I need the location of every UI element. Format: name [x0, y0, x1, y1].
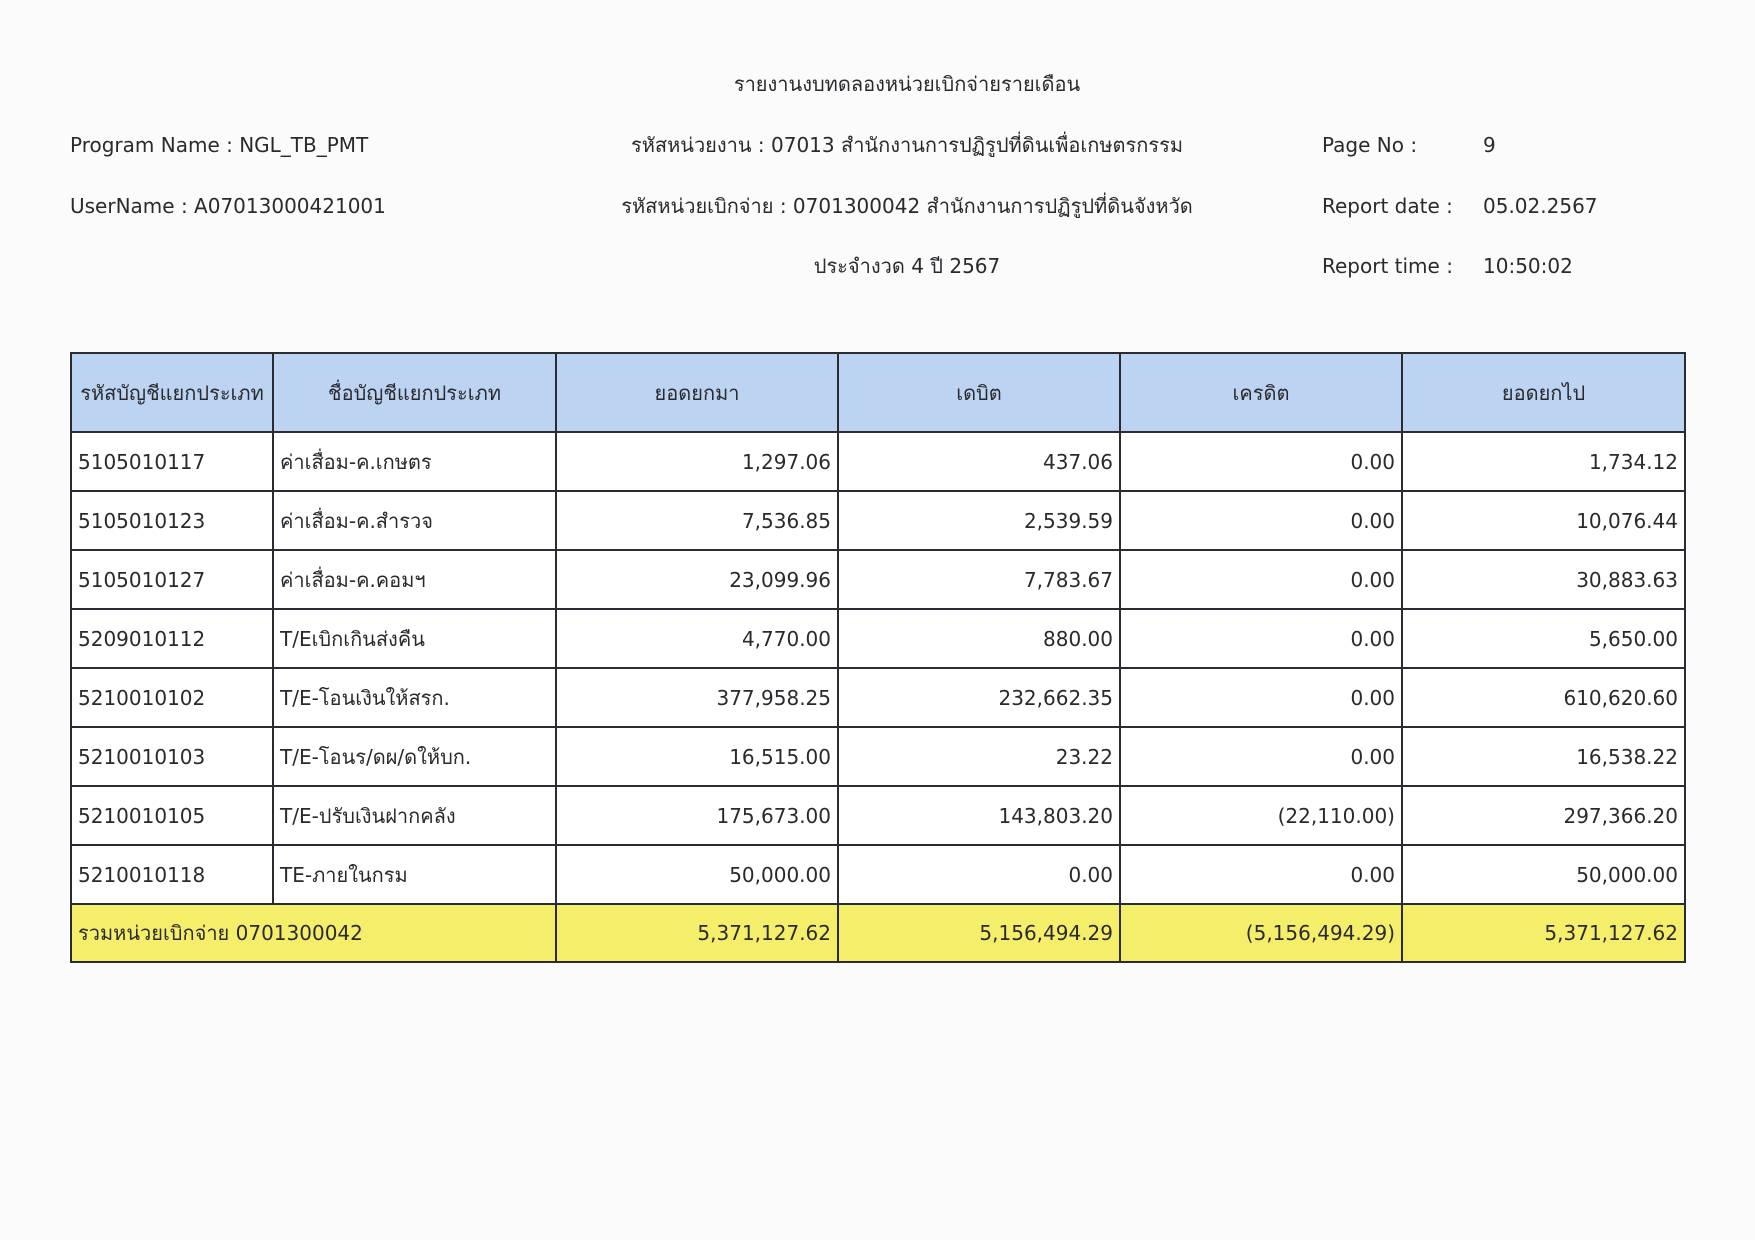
credit: 0.00 — [1120, 432, 1402, 491]
brought-forward: 23,099.96 — [556, 550, 838, 609]
report-time-label: Report time : — [1322, 254, 1453, 278]
report-title: รายงานงบทดลองหน่วยเบิกจ่ายรายเดือน — [733, 72, 1081, 96]
account-code: 5105010127 — [71, 550, 273, 609]
carried-forward: 16,538.22 — [1402, 727, 1685, 786]
table-row — [71, 550, 1685, 609]
brought-forward: 50,000.00 — [556, 845, 838, 904]
col-header-credit: เครดิต — [1120, 353, 1402, 432]
account-code: 5209010112 — [71, 609, 273, 668]
credit: 0.00 — [1120, 609, 1402, 668]
credit: (22,110.00) — [1120, 786, 1402, 845]
report-date-label: Report date : — [1322, 194, 1453, 218]
account-code: 5210010102 — [71, 668, 273, 727]
total-debit: 5,156,494.29 — [838, 904, 1120, 962]
page-no-label: Page No : — [1322, 133, 1418, 157]
carried-forward: 30,883.63 — [1402, 550, 1685, 609]
debit: 880.00 — [838, 609, 1120, 668]
credit: 0.00 — [1120, 668, 1402, 727]
carried-forward: 297,366.20 — [1402, 786, 1685, 845]
total-credit: (5,156,494.29) — [1120, 904, 1402, 962]
total-row — [71, 904, 1685, 962]
brought-forward: 1,297.06 — [556, 432, 838, 491]
total-label: รวมหน่วยเบิกจ่าย 0701300042 — [71, 904, 556, 962]
account-code: 5105010117 — [71, 432, 273, 491]
credit: 0.00 — [1120, 727, 1402, 786]
col-header-account-code: รหัสบัญชีแยกประเภท — [71, 353, 273, 432]
brought-forward: 16,515.00 — [556, 727, 838, 786]
carried-forward: 610,620.60 — [1402, 668, 1685, 727]
table-row — [71, 491, 1685, 550]
brought-forward: 377,958.25 — [556, 668, 838, 727]
debit: 2,539.59 — [838, 491, 1120, 550]
total-brought-forward: 5,371,127.62 — [556, 904, 838, 962]
account-name: T/E-โอนเงินให้สรก. — [273, 668, 556, 727]
credit: 0.00 — [1120, 491, 1402, 550]
table-row — [71, 845, 1685, 904]
col-header-carried-forward: ยอดยกไป — [1402, 353, 1685, 432]
brought-forward: 7,536.85 — [556, 491, 838, 550]
account-name: TE-ภายในกรม — [273, 845, 556, 904]
report-date-value: 05.02.2567 — [1483, 194, 1598, 218]
table-row — [71, 432, 1685, 491]
col-header-debit: เดบิต — [838, 353, 1120, 432]
table-row — [71, 727, 1685, 786]
credit: 0.00 — [1120, 845, 1402, 904]
account-name: T/E-ปรับเงินฝากคลัง — [273, 786, 556, 845]
table-row — [71, 668, 1685, 727]
carried-forward: 5,650.00 — [1402, 609, 1685, 668]
debit: 232,662.35 — [838, 668, 1120, 727]
account-code: 5105010123 — [71, 491, 273, 550]
account-code: 5210010103 — [71, 727, 273, 786]
debit: 7,783.67 — [838, 550, 1120, 609]
carried-forward: 10,076.44 — [1402, 491, 1685, 550]
account-code: 5210010105 — [71, 786, 273, 845]
brought-forward: 4,770.00 — [556, 609, 838, 668]
debit: 23.22 — [838, 727, 1120, 786]
table-header-row — [71, 353, 1685, 432]
program-name: Program Name : NGL_TB_PMT — [70, 133, 369, 157]
account-code: 5210010118 — [71, 845, 273, 904]
col-header-brought-forward: ยอดยกมา — [556, 353, 838, 432]
account-name: T/Eเบิกเกินส่งคืน — [273, 609, 556, 668]
report-time-value: 10:50:02 — [1483, 254, 1573, 278]
carried-forward: 1,734.12 — [1402, 432, 1685, 491]
debit: 143,803.20 — [838, 786, 1120, 845]
user-name: UserName : A07013000421001 — [70, 194, 386, 218]
account-name: ค่าเสื่อม-ค.เกษตร — [273, 432, 556, 491]
account-name: ค่าเสื่อม-ค.สำรวจ — [273, 491, 556, 550]
brought-forward: 175,673.00 — [556, 786, 838, 845]
account-name: T/E-โอนร/ดผ/ดให้บก. — [273, 727, 556, 786]
agency-line: รหัสหน่วยงาน : 07013 สำนักงานการปฏิรูปที่ดินเพื่อเกษตรกรรม — [630, 133, 1184, 157]
trial-balance-table — [70, 352, 1686, 963]
carried-forward: 50,000.00 — [1402, 845, 1685, 904]
total-carried-forward: 5,371,127.62 — [1402, 904, 1685, 962]
col-header-account-name: ชื่อบัญชีแยกประเภท — [273, 353, 556, 432]
page-no-value: 9 — [1483, 133, 1496, 157]
table-row — [71, 786, 1685, 845]
account-name: ค่าเสื่อม-ค.คอมฯ — [273, 550, 556, 609]
table-row — [71, 609, 1685, 668]
credit: 0.00 — [1120, 550, 1402, 609]
period-line: ประจำงวด 4 ปี 2567 — [813, 254, 1001, 278]
debit: 437.06 — [838, 432, 1120, 491]
debit: 0.00 — [838, 845, 1120, 904]
disbursement-unit-line: รหัสหน่วยเบิกจ่าย : 0701300042 สำนักงานการปฏิรูปที่ดินจังหวัด — [621, 194, 1193, 218]
